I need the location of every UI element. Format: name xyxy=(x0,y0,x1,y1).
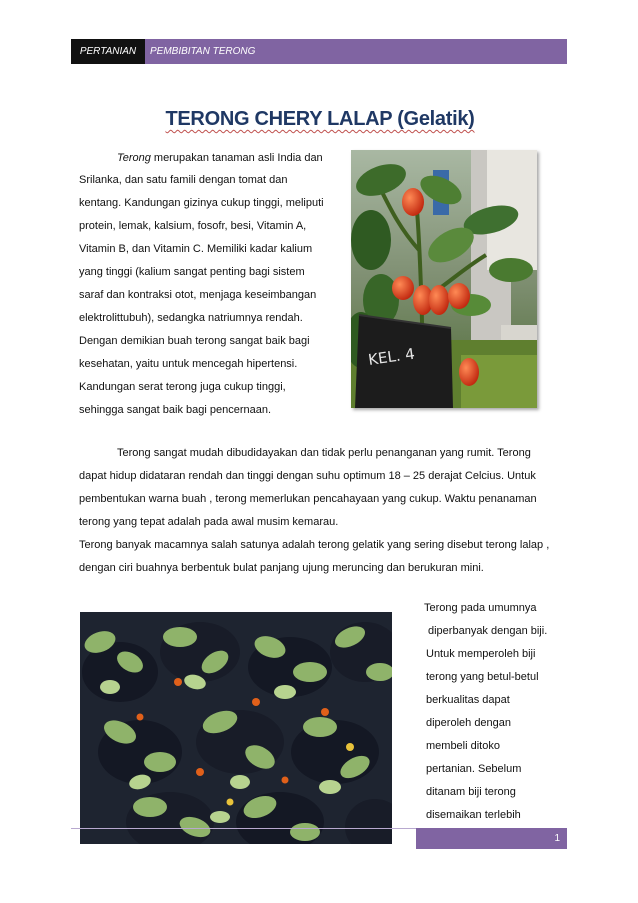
para1-line: Dengan demikian buah terong sangat baik bagi xyxy=(79,335,310,347)
side-text-line: membeli ditoko xyxy=(426,740,500,752)
para1-line: Srilanka, dan satu famili dengan tomat dan xyxy=(79,174,288,186)
side-text-line: Terong pada umumnya xyxy=(424,602,537,614)
header-section-bar xyxy=(145,39,567,64)
para1-line: elektrolittubuh), sedangka natriumnya rendah. xyxy=(79,312,303,324)
para2-line: pembentukan warna buah , terong memerlukan pencahayaan yang cukup. Waktu penanaman xyxy=(79,493,537,505)
side-text-line: Untuk memperoleh biji xyxy=(426,648,536,660)
side-text-line: diperoleh dengan xyxy=(426,717,512,729)
para2-line: dapat hidup didataran rendah dan tinggi dengan suhu optimum 18 – 25 derajat Celcius. Untuk xyxy=(79,470,536,482)
side-text-line: ditanam biji terong xyxy=(426,786,516,798)
para2-line: terong yang tepat adalah pada awal musim kemarau. xyxy=(79,516,339,528)
para1-line1-rest: merupakan tanaman asli India dan xyxy=(150,152,323,164)
header-section-title: PEMBIBITAN TERONG xyxy=(150,46,256,57)
seedlings-photo xyxy=(80,612,392,844)
footer-divider xyxy=(71,828,416,829)
para2-line: Terong sangat mudah dibudidayakan dan tidak perlu penanganan yang rumit. Terong xyxy=(117,447,531,459)
pot-label: KEL. 4 xyxy=(367,344,416,369)
page-number: 1 xyxy=(554,833,560,844)
terong-plant-photo xyxy=(351,150,537,408)
side-text-line: berkualitas dapat xyxy=(426,694,510,706)
side-text-line: pertanian. Sebelum xyxy=(426,763,522,775)
para1-line: saraf dan kontraksi otot, menjaga keseimbangan xyxy=(79,289,317,301)
para1-line: Kandungan serat terong juga cukup tinggi, xyxy=(79,381,286,393)
footer-bar xyxy=(416,828,567,849)
para1-line: kentang. Kandungan gizinya cukup tinggi, meliputi xyxy=(79,197,324,209)
para1-line: Vitamin B, dan Vitamin C. Memiliki kadar kalium xyxy=(79,243,313,255)
page-title: TERONG CHERY LALAP (Gelatik) xyxy=(165,108,475,130)
para1-italic-word: Terong xyxy=(117,152,151,164)
header-category-label: PERTANIAN xyxy=(71,39,145,64)
para1-line: yang tinggi (kalium sangat penting bagi sistem xyxy=(79,266,305,278)
para1-line: sehingga sangat baik bagi pencernaan. xyxy=(79,404,272,416)
para1-line: kesehatan, yaitu untuk mencegah hipertensi. xyxy=(79,358,298,370)
para1-line xyxy=(117,151,323,165)
side-text-line: diperbanyak dengan biji. xyxy=(428,625,548,637)
side-text-line: terong yang betul-betul xyxy=(426,671,539,683)
para2-line: dengan ciri buahnya berbentuk bulat panjang ujung meruncing dan berukuran mini. xyxy=(79,562,484,574)
para2-line: Terong banyak macamnya salah satunya adalah terong gelatik yang sering disebut terong lalap , xyxy=(79,539,550,551)
para1-line: protein, lemak, kalsium, fosofr, besi, Vitamin A, xyxy=(79,220,307,232)
side-text-line: disemaikan terlebih xyxy=(426,809,521,821)
